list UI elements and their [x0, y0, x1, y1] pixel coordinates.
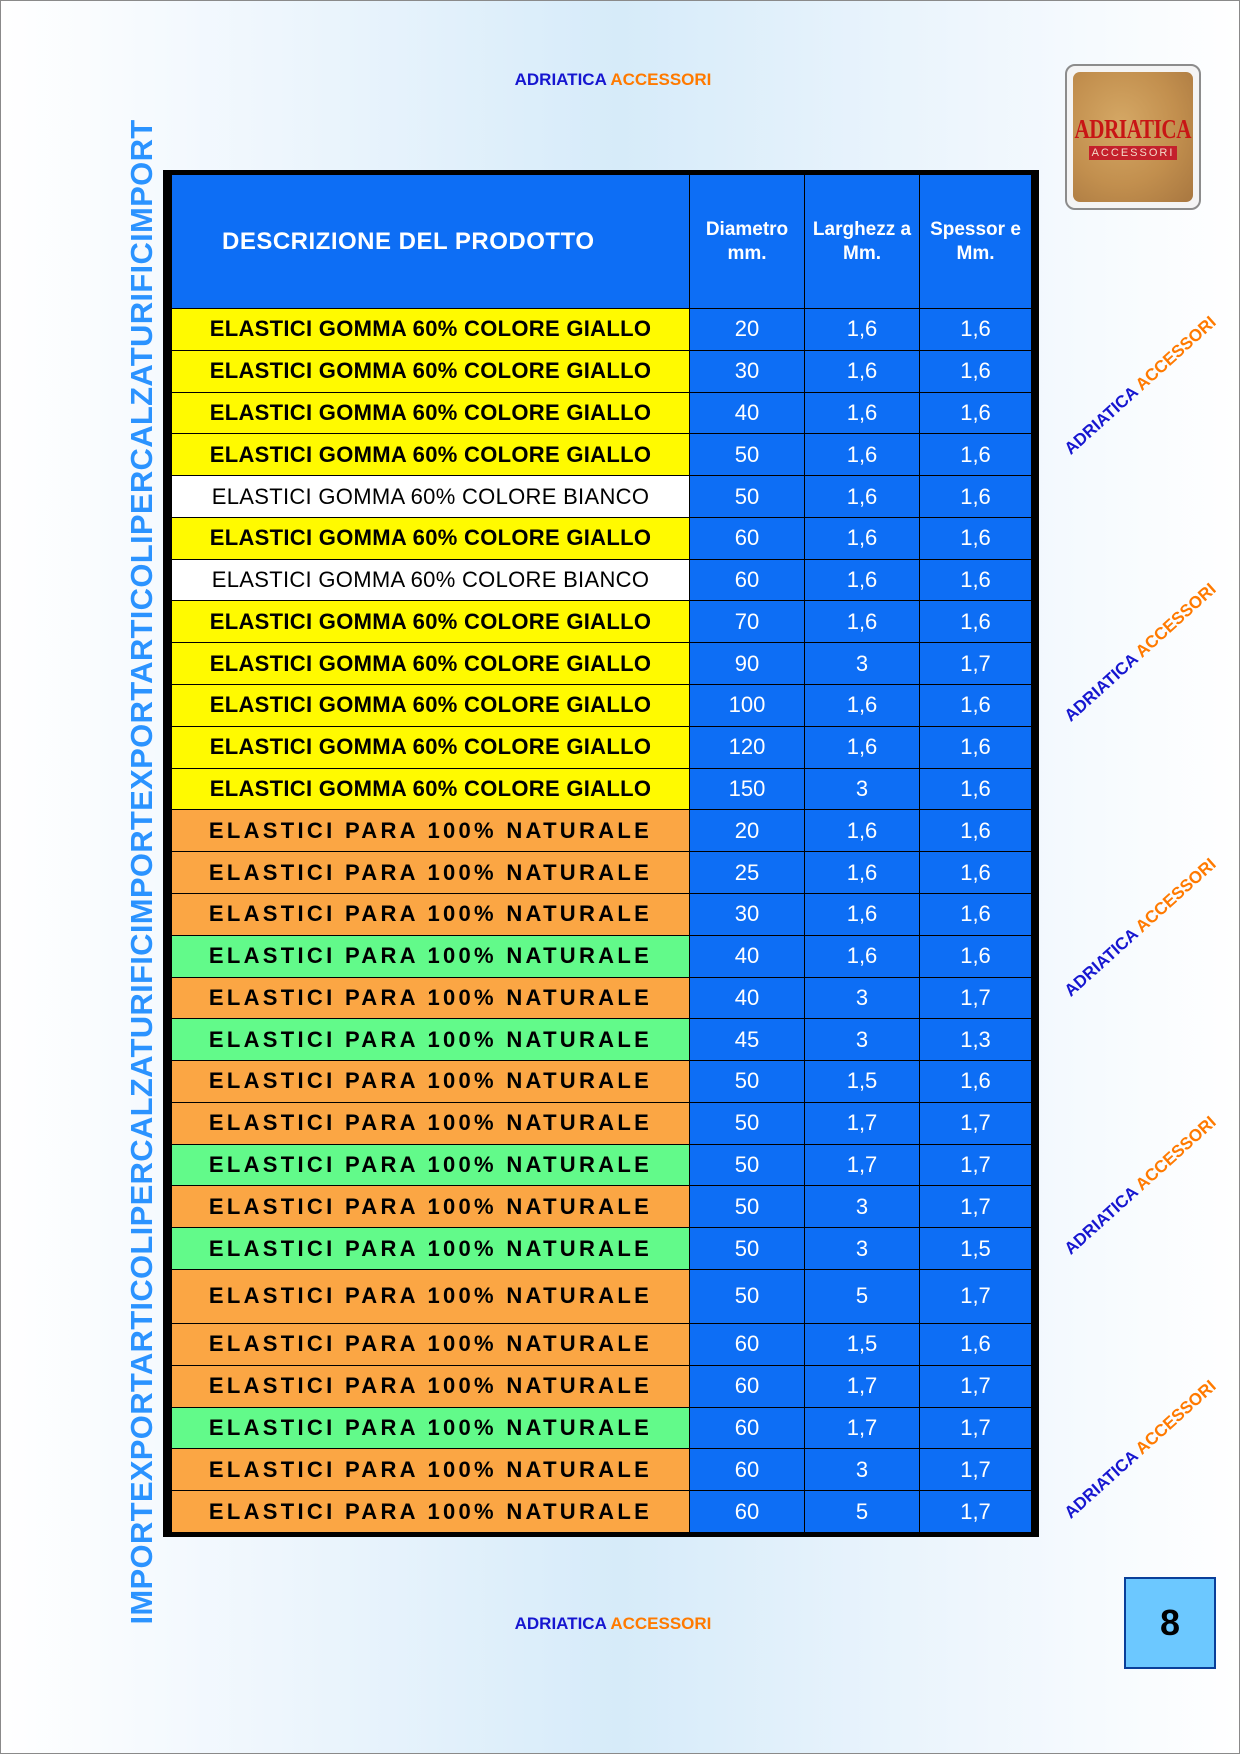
- table-row: [172, 935, 1032, 977]
- table-row: [172, 1491, 1032, 1533]
- cell-description: ELASTICI GOMMA 60% COLORE GIALLO: [172, 350, 690, 392]
- cell-width: 3: [805, 1186, 920, 1228]
- cell-description: ELASTICI GOMMA 60% COLORE BIANCO: [172, 476, 690, 518]
- cell-description: ELASTICI PARA 100% NATURALE: [172, 1449, 690, 1491]
- cell-description: ELASTICI GOMMA 60% COLORE GIALLO: [172, 434, 690, 476]
- cell-width: 1,5: [805, 1323, 920, 1365]
- cell-description: ELASTICI GOMMA 60% COLORE GIALLO: [172, 643, 690, 685]
- cell-description: ELASTICI GOMMA 60% COLORE GIALLO: [172, 685, 690, 727]
- cell-description: ELASTICI GOMMA 60% COLORE GIALLO: [172, 517, 690, 559]
- cell-diameter: 70: [690, 601, 805, 643]
- brand-part-1: ADRIATICA: [514, 70, 607, 89]
- table-row: [172, 350, 1032, 392]
- table-row: [172, 434, 1032, 476]
- cell-thickness: 1,7: [920, 643, 1032, 685]
- page-number: 8: [1124, 1577, 1216, 1669]
- cell-diameter: 50: [690, 1102, 805, 1144]
- cell-description: ELASTICI PARA 100% NATURALE: [172, 1186, 690, 1228]
- logo-badge: [1073, 72, 1193, 202]
- cell-width: 5: [805, 1269, 920, 1323]
- cell-diameter: 50: [690, 1269, 805, 1323]
- cell-diameter: 45: [690, 1019, 805, 1061]
- cell-thickness: 1,6: [920, 685, 1032, 727]
- cell-description: ELASTICI PARA 100% NATURALE: [172, 1323, 690, 1365]
- cell-thickness: 1,6: [920, 810, 1032, 852]
- brand-part-1: ADRIATICA: [514, 1614, 607, 1633]
- table-row: [172, 977, 1032, 1019]
- table-row: [172, 1061, 1032, 1103]
- cell-diameter: 60: [690, 1449, 805, 1491]
- cell-thickness: 1,6: [920, 852, 1032, 894]
- header-thickness: Spessor e Mm.: [920, 175, 1032, 309]
- table-row: [172, 1228, 1032, 1270]
- cell-width: 3: [805, 768, 920, 810]
- cell-width: 1,6: [805, 852, 920, 894]
- cell-description: ELASTICI PARA 100% NATURALE: [172, 1228, 690, 1270]
- cell-description: ELASTICI PARA 100% NATURALE: [172, 977, 690, 1019]
- table-row: [172, 1407, 1032, 1449]
- cell-diameter: 50: [690, 476, 805, 518]
- table-row: [172, 810, 1032, 852]
- table-row: [172, 1269, 1032, 1323]
- table-row: [172, 392, 1032, 434]
- cell-thickness: 1,7: [920, 977, 1032, 1019]
- cell-width: 1,6: [805, 726, 920, 768]
- table-row: [172, 685, 1032, 727]
- cell-description: ELASTICI PARA 100% NATURALE: [172, 1061, 690, 1103]
- header-description: DESCRIZIONE DEL PRODOTTO: [172, 175, 690, 309]
- cell-thickness: 1,7: [920, 1186, 1032, 1228]
- cell-description: ELASTICI GOMMA 60% COLORE GIALLO: [172, 309, 690, 351]
- cell-thickness: 1,6: [920, 1323, 1032, 1365]
- cell-thickness: 1,7: [920, 1102, 1032, 1144]
- cell-description: ELASTICI PARA 100% NATURALE: [172, 1019, 690, 1061]
- cell-width: 3: [805, 977, 920, 1019]
- cell-diameter: 40: [690, 935, 805, 977]
- cell-diameter: 90: [690, 643, 805, 685]
- cell-width: 1,6: [805, 392, 920, 434]
- cell-diameter: 40: [690, 392, 805, 434]
- table-row: [172, 1102, 1032, 1144]
- cell-diameter: 30: [690, 893, 805, 935]
- cell-width: 3: [805, 1228, 920, 1270]
- cell-width: 3: [805, 643, 920, 685]
- cell-width: 5: [805, 1491, 920, 1533]
- cell-width: 1,6: [805, 476, 920, 518]
- cell-thickness: 1,7: [920, 1269, 1032, 1323]
- table-row: [172, 726, 1032, 768]
- cell-thickness: 1,6: [920, 601, 1032, 643]
- cell-thickness: 1,6: [920, 517, 1032, 559]
- company-logo: [1065, 64, 1201, 210]
- table-row: [172, 601, 1032, 643]
- cell-thickness: 1,6: [920, 893, 1032, 935]
- cell-description: ELASTICI GOMMA 60% COLORE GIALLO: [172, 726, 690, 768]
- cell-diameter: 60: [690, 559, 805, 601]
- cell-diameter: 60: [690, 1365, 805, 1407]
- table-row: [172, 1323, 1032, 1365]
- cell-width: 1,7: [805, 1365, 920, 1407]
- cell-width: 1,6: [805, 685, 920, 727]
- watermark-part-1: ADRIATICA: [1060, 382, 1142, 459]
- cell-diameter: 120: [690, 726, 805, 768]
- cell-thickness: 1,6: [920, 559, 1032, 601]
- cell-thickness: 1,6: [920, 726, 1032, 768]
- cell-width: 1,6: [805, 350, 920, 392]
- watermark-part-2: ACCESSORI: [1131, 1112, 1220, 1195]
- table-row: [172, 309, 1032, 351]
- cell-description: ELASTICI PARA 100% NATURALE: [172, 1407, 690, 1449]
- cell-width: 1,6: [805, 810, 920, 852]
- header-width: Larghezz a Mm.: [805, 175, 920, 309]
- cell-width: 1,6: [805, 559, 920, 601]
- cell-diameter: 60: [690, 517, 805, 559]
- cell-width: 1,6: [805, 935, 920, 977]
- cell-description: ELASTICI PARA 100% NATURALE: [172, 1365, 690, 1407]
- cell-diameter: 50: [690, 1228, 805, 1270]
- table-row: [172, 1365, 1032, 1407]
- cell-thickness: 1,5: [920, 1228, 1032, 1270]
- cell-thickness: 1,7: [920, 1407, 1032, 1449]
- cell-description: ELASTICI PARA 100% NATURALE: [172, 893, 690, 935]
- cell-thickness: 1,6: [920, 392, 1032, 434]
- watermark-part-2: ACCESSORI: [1131, 854, 1220, 937]
- cell-diameter: 20: [690, 810, 805, 852]
- cell-thickness: 1,7: [920, 1449, 1032, 1491]
- watermark-part-1: ADRIATICA: [1060, 1182, 1142, 1259]
- cell-diameter: 25: [690, 852, 805, 894]
- table-row: [172, 517, 1032, 559]
- cell-thickness: 1,6: [920, 1061, 1032, 1103]
- watermark-part-1: ADRIATICA: [1060, 649, 1142, 726]
- watermark-part-2: ACCESSORI: [1131, 1376, 1220, 1459]
- cell-thickness: 1,7: [920, 1491, 1032, 1533]
- table-row: [172, 852, 1032, 894]
- table-row: [172, 1144, 1032, 1186]
- logo-subtitle: ACCESSORI: [1089, 146, 1178, 160]
- cell-diameter: 20: [690, 309, 805, 351]
- cell-thickness: 1,7: [920, 1365, 1032, 1407]
- footer-brand: [463, 1614, 763, 1634]
- product-table-container: [163, 170, 1039, 1537]
- product-table: [171, 174, 1032, 1533]
- cell-width: 1,6: [805, 309, 920, 351]
- brand-part-2: ACCESSORI: [610, 70, 712, 89]
- cell-diameter: 50: [690, 1144, 805, 1186]
- header-brand: [463, 70, 763, 90]
- cell-diameter: 50: [690, 434, 805, 476]
- cell-diameter: 30: [690, 350, 805, 392]
- cell-diameter: 50: [690, 1061, 805, 1103]
- cell-width: 1,6: [805, 601, 920, 643]
- watermark-part-2: ACCESSORI: [1131, 579, 1220, 662]
- logo-name: ADRIATICA: [1074, 114, 1192, 144]
- brand-part-2: ACCESSORI: [610, 1614, 712, 1633]
- watermark-part-1: ADRIATICA: [1060, 1446, 1142, 1523]
- cell-width: 1,7: [805, 1144, 920, 1186]
- cell-width: 1,5: [805, 1061, 920, 1103]
- cell-width: 1,6: [805, 434, 920, 476]
- cell-diameter: 100: [690, 685, 805, 727]
- cell-description: ELASTICI GOMMA 60% COLORE GIALLO: [172, 768, 690, 810]
- cell-width: 1,7: [805, 1407, 920, 1449]
- table-header-row: [172, 175, 1032, 309]
- cell-description: ELASTICI GOMMA 60% COLORE GIALLO: [172, 392, 690, 434]
- cell-diameter: 60: [690, 1491, 805, 1533]
- cell-width: 1,6: [805, 517, 920, 559]
- cell-description: ELASTICI GOMMA 60% COLORE GIALLO: [172, 601, 690, 643]
- cell-description: ELASTICI PARA 100% NATURALE: [172, 1102, 690, 1144]
- cell-thickness: 1,6: [920, 476, 1032, 518]
- cell-description: ELASTICI PARA 100% NATURALE: [172, 852, 690, 894]
- cell-diameter: 60: [690, 1407, 805, 1449]
- cell-thickness: 1,3: [920, 1019, 1032, 1061]
- cell-thickness: 1,7: [920, 1144, 1032, 1186]
- cell-description: ELASTICI GOMMA 60% COLORE BIANCO: [172, 559, 690, 601]
- table-row: [172, 1186, 1032, 1228]
- vertical-side-text: IMPORTEXPORTARTICOLIPERCALZATURIFICIMPORTEXPORTARTICOLIPERCALZATURIFICIMPORT: [124, 119, 159, 1625]
- cell-diameter: 150: [690, 768, 805, 810]
- watermark-part-1: ADRIATICA: [1060, 924, 1142, 1001]
- cell-thickness: 1,6: [920, 935, 1032, 977]
- table-row: [172, 893, 1032, 935]
- cell-diameter: 60: [690, 1323, 805, 1365]
- cell-width: 3: [805, 1019, 920, 1061]
- table-row: [172, 643, 1032, 685]
- cell-thickness: 1,6: [920, 434, 1032, 476]
- cell-diameter: 40: [690, 977, 805, 1019]
- cell-description: ELASTICI PARA 100% NATURALE: [172, 1491, 690, 1533]
- cell-width: 1,7: [805, 1102, 920, 1144]
- header-diameter: Diametro mm.: [690, 175, 805, 309]
- cell-width: 1,6: [805, 893, 920, 935]
- cell-description: ELASTICI PARA 100% NATURALE: [172, 1269, 690, 1323]
- cell-thickness: 1,6: [920, 309, 1032, 351]
- cell-description: ELASTICI PARA 100% NATURALE: [172, 810, 690, 852]
- table-row: [172, 476, 1032, 518]
- cell-thickness: 1,6: [920, 350, 1032, 392]
- cell-description: ELASTICI PARA 100% NATURALE: [172, 935, 690, 977]
- watermark-part-2: ACCESSORI: [1131, 312, 1220, 395]
- cell-diameter: 50: [690, 1186, 805, 1228]
- table-row: [172, 559, 1032, 601]
- table-row: [172, 1019, 1032, 1061]
- table-row: [172, 768, 1032, 810]
- table-row: [172, 1449, 1032, 1491]
- cell-description: ELASTICI PARA 100% NATURALE: [172, 1144, 690, 1186]
- cell-width: 3: [805, 1449, 920, 1491]
- cell-thickness: 1,6: [920, 768, 1032, 810]
